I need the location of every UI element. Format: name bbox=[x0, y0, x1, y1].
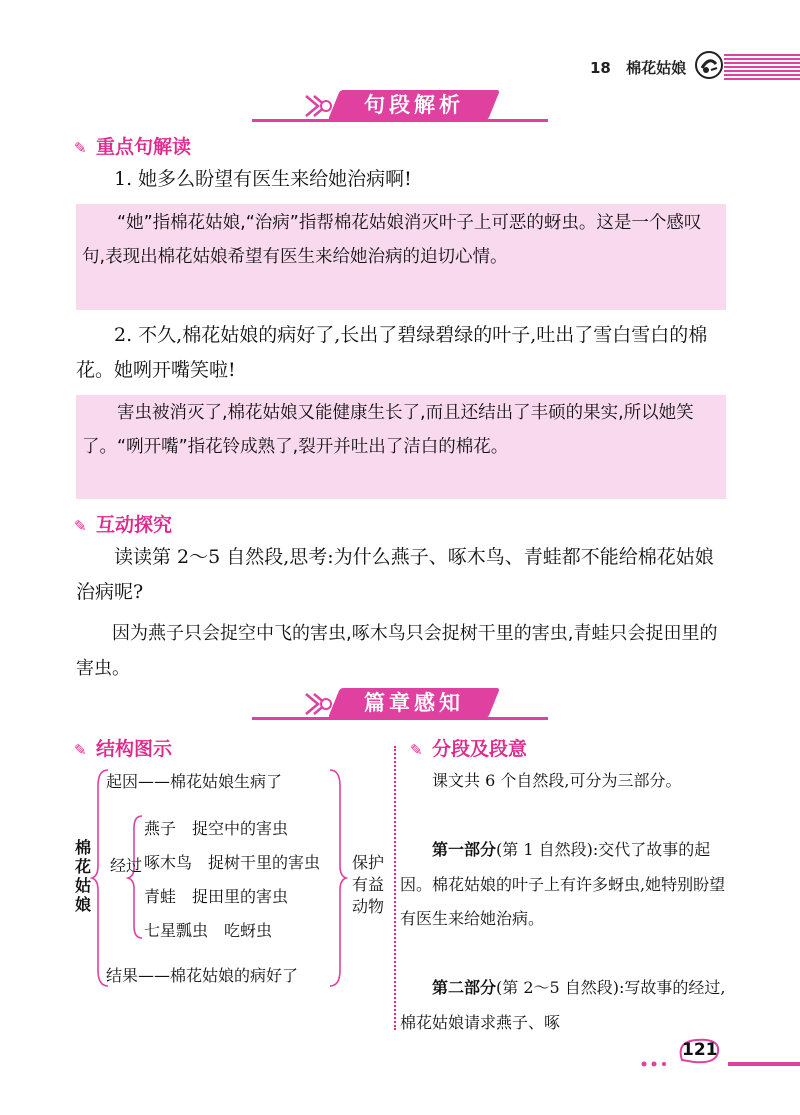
paragraph-part2 bbox=[400, 971, 726, 1040]
diagram-root: 棉花姑娘 bbox=[74, 838, 91, 914]
diagram-process-label: 经过 bbox=[110, 856, 143, 875]
part2-label: 第二部分 bbox=[432, 978, 497, 997]
lesson-title: 棉花姑娘 bbox=[626, 59, 687, 77]
diagram-process-item: 燕子 捉空中的害虫 bbox=[144, 819, 289, 838]
pencil-icon: ✎ bbox=[74, 741, 87, 759]
page-number: 121 bbox=[682, 1040, 718, 1060]
header-stripes bbox=[724, 54, 800, 80]
banner-title: 篇章感知 bbox=[364, 691, 464, 715]
subheading-key-sentences: ✎ 重点句解读 bbox=[74, 136, 192, 158]
subheading-explore: ✎ 互动探究 bbox=[74, 514, 173, 536]
lesson-number: 18 bbox=[590, 59, 611, 77]
sentence-2: 2. 不久,棉花姑娘的病好了,长出了碧绿碧绿的叶子,吐出了雪白雪白的棉花。她咧开嘴笑啦! bbox=[76, 324, 708, 381]
section-banner-1 bbox=[252, 88, 548, 124]
section-banner-2 bbox=[252, 686, 548, 722]
column-divider bbox=[394, 746, 396, 1030]
diagram-process-item: 七星瓢虫 吃蚜虫 bbox=[144, 921, 273, 940]
subheading-paragraphs: ✎ 分段及段意 bbox=[410, 738, 528, 760]
lesson-logo-icon bbox=[694, 50, 724, 80]
note-1: “她”指棉花姑娘,“治病”指帮棉花姑娘消灭叶子上可恶的蚜虫。这是一个感叹句,表现出棉花姑娘希望有医生来给她治病的迫切心情。 bbox=[82, 213, 702, 267]
pencil-icon: ✎ bbox=[74, 139, 87, 157]
diagram-process-item: 啄木鸟 捉树干里的害虫 bbox=[144, 853, 321, 872]
part1-text: (第 1 自然段):交代了故事的起因。棉花姑娘的叶子上有许多蚜虫,她特别盼望有医生来给她治病。 bbox=[400, 840, 726, 928]
page-dots bbox=[640, 1058, 800, 1072]
part1-label: 第一部分 bbox=[432, 840, 497, 859]
diagram-conclusion: 保护有益动物 bbox=[352, 853, 385, 916]
subheading-structure: ✎ 结构图示 bbox=[74, 738, 173, 760]
explore-question: 读读第 2～5 自然段,思考:为什么燕子、啄木鸟、青蛙都不能给棉花姑娘治病呢? bbox=[76, 546, 714, 603]
part2-text: (第 2～5 自然段):写故事的经过,棉花姑娘请求燕子、啄 bbox=[400, 978, 726, 1032]
explore-answer: 因为燕子只会捉空中飞的害虫,啄木鸟只会捉树干里的害虫,青蛙只会捉田里的害虫。 bbox=[76, 623, 718, 679]
paragraph-part1 bbox=[400, 833, 726, 937]
diagram-cause: 起因——棉花姑娘生病了 bbox=[106, 772, 283, 791]
running-header bbox=[590, 57, 686, 78]
sentence-1: 1. 她多么盼望有医生来给她治病啊! bbox=[114, 168, 412, 190]
pencil-icon: ✎ bbox=[74, 517, 87, 535]
paragraph-intro: 课文共 6 个自然段,可分为三部分。 bbox=[432, 771, 682, 790]
note-2: 害虫被消灭了,棉花姑娘又能健康生长了,而且还结出了丰硕的果实,所以她笑了。“咧开嘴”指花铃成熟了,裂开并吐出了洁白的棉花。 bbox=[82, 403, 694, 457]
diagram-process-item: 青蛙 捉田里的害虫 bbox=[144, 887, 289, 906]
pencil-icon: ✎ bbox=[410, 741, 423, 759]
diagram-braces bbox=[90, 766, 370, 992]
diagram-result: 结果——棉花姑娘的病好了 bbox=[106, 966, 299, 985]
banner-title: 句段解析 bbox=[364, 93, 464, 117]
